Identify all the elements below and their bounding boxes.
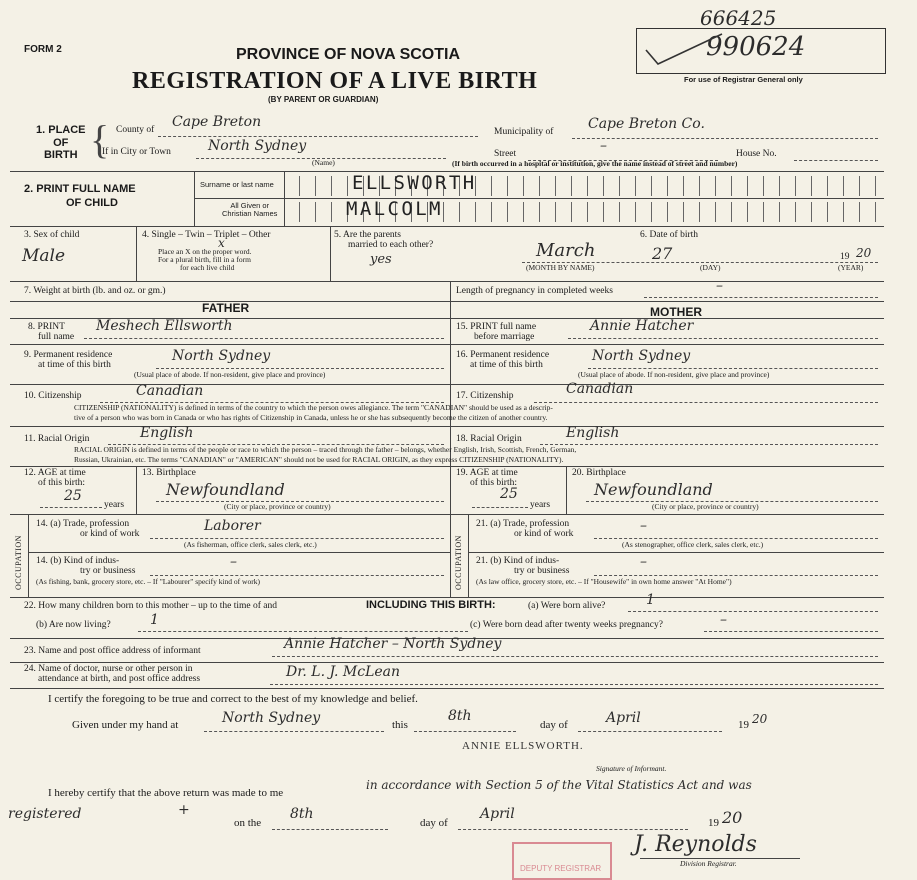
birth-year-prefix: 19 [840, 252, 850, 262]
mother-trade-label: 21. (a) Trade, profession or kind of work [476, 519, 574, 540]
father-racial-label: 11. Racial Origin [24, 434, 90, 444]
mother-birthplace-caption: (City or place, province or country) [652, 502, 759, 511]
street-value: – [600, 138, 607, 154]
mother-residence-caption: (Usual place of abode. If non-resident, give place and province) [578, 370, 770, 379]
registered-day-value: 8th [290, 806, 314, 822]
doctor-value: Dr. L. J. McLean [286, 664, 401, 680]
province-heading: PROVINCE OF NOVA SCOTIA [236, 46, 461, 63]
form-title: REGISTRATION OF A LIVE BIRTH [132, 68, 538, 94]
mother-name-label: 15. PRINT full name before marriage [456, 322, 537, 343]
racial-note-1: RACIAL ORIGIN is defined in terms of the people or race to which the person – traced through the father – belongs, whether English, Irish, Scottish, French, German, [74, 445, 577, 454]
mother-age-value: 25 [500, 486, 518, 502]
mother-industry-value: – [640, 554, 647, 570]
registered-year-prefix: 19 [708, 817, 719, 829]
registrar-signature: J. Reynolds [634, 832, 757, 857]
mother-industry-label: 21. (b) Kind of indus- try or business [476, 556, 570, 577]
registered-value: registered [8, 806, 82, 822]
father-residence-value: North Sydney [172, 348, 271, 364]
given-label: Given under my hand at [72, 719, 179, 731]
registered-day-of-label: day of [420, 817, 448, 829]
registrar-caption: Division Registrar. [680, 859, 737, 868]
pregnancy-label: Length of pregnancy in completed weeks [456, 286, 613, 296]
mother-trade-value: – [640, 518, 647, 534]
informant-signature: ANNIE ELLSWORTH. [462, 740, 584, 752]
father-industry-caption: (As fishing, bank, grocery store, etc. – If "Labourer" specify kind of work) [36, 577, 260, 586]
certify-statement: I certify the foregoing to be true and correct to the best of my knowledge and belief. [48, 693, 418, 705]
q24-label: 24. Name of doctor, nurse or other person in attendance at birth, and post office address [24, 664, 201, 685]
sex-label: 3. Sex of child [24, 230, 80, 240]
given-place-value: North Sydney [222, 710, 321, 726]
mother-trade-caption: (As stenographer, office clerk, sales clerk, etc.) [622, 540, 764, 549]
mother-birthplace-value: Newfoundland [594, 480, 713, 499]
q22c-label: (c) Were born dead after twenty weeks pregnancy? [470, 620, 663, 630]
father-citizenship-label: 10. Citizenship [24, 391, 82, 401]
father-name-label: 8. PRINT full name [28, 322, 75, 343]
occupation-label-father: OCCUPATION [14, 535, 23, 590]
q22c-value: – [720, 612, 727, 628]
child-name-label: 2. PRINT FULL NAME OF CHILD [24, 183, 136, 210]
father-trade-label: 14. (a) Trade, profession or kind of work [36, 519, 140, 540]
surname-label: Surname or last name [200, 180, 274, 189]
mother-name-value: Annie Hatcher [590, 318, 694, 334]
city-label: If in City or Town [102, 147, 171, 157]
name-caption: (Name) [312, 158, 335, 167]
mother-residence-value: North Sydney [592, 348, 691, 364]
given-year-prefix: 19 [738, 719, 749, 731]
day-of-label: day of [540, 719, 568, 731]
q22a-value: 1 [646, 592, 655, 608]
on-the-label: on the [234, 817, 262, 829]
registration-number-top: 666425 [700, 6, 777, 30]
registrar-note: For use of Registrar General only [684, 75, 803, 84]
registered-year-value: 20 [722, 808, 743, 827]
registration-number: 990624 [706, 32, 806, 62]
mother-years-label: years [530, 500, 551, 510]
mother-birthplace-label: 20. Birthplace [572, 468, 626, 478]
father-age-value: 25 [64, 488, 82, 504]
mother-citizenship-label: 17. Citizenship [456, 391, 514, 401]
father-residence-caption: (Usual place of abode. If non-resident, give place and province) [134, 370, 326, 379]
birth-year-value: 20 [856, 246, 872, 260]
street-label: Street [494, 149, 517, 159]
single-mark: x [218, 236, 225, 250]
house-label: House No. [736, 149, 777, 159]
mother-age-label: 19. AGE at time of this birth: [456, 468, 518, 489]
q22-label: 22. How many children born to this mother – up to the time of and [24, 601, 278, 611]
father-citizenship-value: Canadian [136, 383, 204, 399]
registrar-certify-handwritten: in accordance with Section 5 of the Vital Statistics Act and was [366, 778, 752, 792]
father-trade-caption: (As fisherman, office clerk, sales clerk, etc.) [184, 540, 317, 549]
mother-industry-caption: (As law office, grocery store, etc. – If "Housewife" in own home answer "At Home") [476, 577, 732, 586]
birth-month-value: March [536, 240, 596, 261]
county-label: County of [116, 125, 155, 135]
registrar-stamp: DEPUTY REGISTRAR [512, 842, 612, 880]
father-heading: FATHER [202, 301, 250, 315]
citizenship-note-2: tive of a person who was born in Canada or who has rights of Citizenship in Canada, unless he or she has subsequently become the citizen of another country. [74, 413, 548, 422]
weight-label: 7. Weight at birth (lb. and oz. or gm.) [24, 286, 166, 296]
father-birthplace-value: Newfoundland [166, 480, 285, 499]
racial-note-2: Russian, Ukrainian, etc. The terms "CANADIAN" or "AMERICAN" should not be used for RACIAL ORIGIN, as they express CITIZENSHIP (NATIONALITY). [74, 455, 564, 464]
pregnancy-value: – [716, 278, 723, 294]
year-caption: (YEAR) [838, 263, 864, 272]
q22a-label: (a) Were born alive? [528, 601, 606, 611]
father-birthplace-label: 13. Birthplace [142, 468, 196, 478]
given-month-value: April [606, 710, 641, 726]
month-caption: (MONTH BY NAME) [526, 263, 595, 272]
sex-value: Male [22, 246, 66, 266]
given-day-value: 8th [448, 708, 472, 724]
mother-racial-label: 18. Racial Origin [456, 434, 522, 444]
father-industry-label: 14. (b) Kind of indus- try or business [36, 556, 136, 577]
birth-day-value: 27 [652, 244, 673, 263]
hospital-note: (If birth occurred in a hospital or institution, give the name instead of street and number) [452, 159, 738, 168]
brace: { [90, 117, 110, 162]
registered-month-value: April [480, 806, 515, 822]
check-mark-icon [640, 30, 730, 70]
father-racial-value: English [140, 425, 194, 441]
place-of-birth-label: 1. PLACE OF BIRTH [36, 124, 86, 162]
occupation-label-mother: OCCUPATION [454, 535, 463, 590]
county-value: Cape Breton [172, 114, 262, 130]
mother-citizenship-value: Canadian [566, 381, 634, 397]
day-caption: (DAY) [700, 263, 721, 272]
single-note: Place an X on the proper word. For a plural birth, fill in a form for each live child [158, 247, 252, 272]
q23-label: 23. Name and post office address of informant [24, 646, 201, 656]
given-name-label: All Given or Christian Names [222, 201, 278, 218]
form-subtitle: (BY PARENT OR GUARDIAN) [268, 95, 379, 104]
surname-value: ELLSWORTH [352, 172, 477, 194]
father-birthplace-caption: (City or place, province or country) [224, 502, 331, 511]
municipality-label: Municipality of [494, 127, 554, 137]
registrar-certify: I hereby certify that the above return was made to me [48, 787, 284, 799]
mother-residence-label: 16. Permanent residence at time of this birth [456, 350, 550, 371]
father-age-label: 12. AGE at time of this birth: [24, 468, 86, 489]
father-name-value: Meshech Ellsworth [96, 318, 233, 334]
single-label: 4. Single – Twin – Triplet – Other [142, 230, 271, 240]
city-value: North Sydney [208, 138, 307, 154]
q22-bold: INCLUDING THIS BIRTH: [366, 599, 496, 611]
q22b-label: (b) Are now living? [36, 620, 111, 630]
father-residence-label: 9. Permanent residence at time of this birth [24, 350, 113, 371]
informant-value: Annie Hatcher – North Sydney [284, 636, 502, 652]
date-label: 6. Date of birth [640, 230, 699, 240]
father-years-label: years [104, 500, 125, 510]
father-industry-value: – [230, 554, 237, 570]
given-year-value: 20 [752, 712, 768, 726]
signature-caption: Signature of Informant. [596, 764, 667, 773]
mother-heading: MOTHER [650, 305, 702, 319]
municipality-value: Cape Breton Co. [588, 116, 705, 132]
married-label: 5. Are the parents married to each other? [334, 230, 434, 251]
this-label: this [392, 719, 408, 731]
married-value: yes [370, 252, 392, 267]
form-number: FORM 2 [24, 44, 62, 55]
registered-mark: + [178, 802, 190, 818]
given-name-value: MALCOLM [346, 198, 443, 220]
q22b-value: 1 [150, 612, 159, 628]
father-trade-value: Laborer [204, 518, 261, 534]
citizenship-note-1: CITIZENSHIP (NATIONALITY) is defined in terms of the country to which the person owes allegiance. The term "CANADIAN" should be used as a descrip- [74, 403, 553, 412]
mother-racial-value: English [566, 425, 620, 441]
